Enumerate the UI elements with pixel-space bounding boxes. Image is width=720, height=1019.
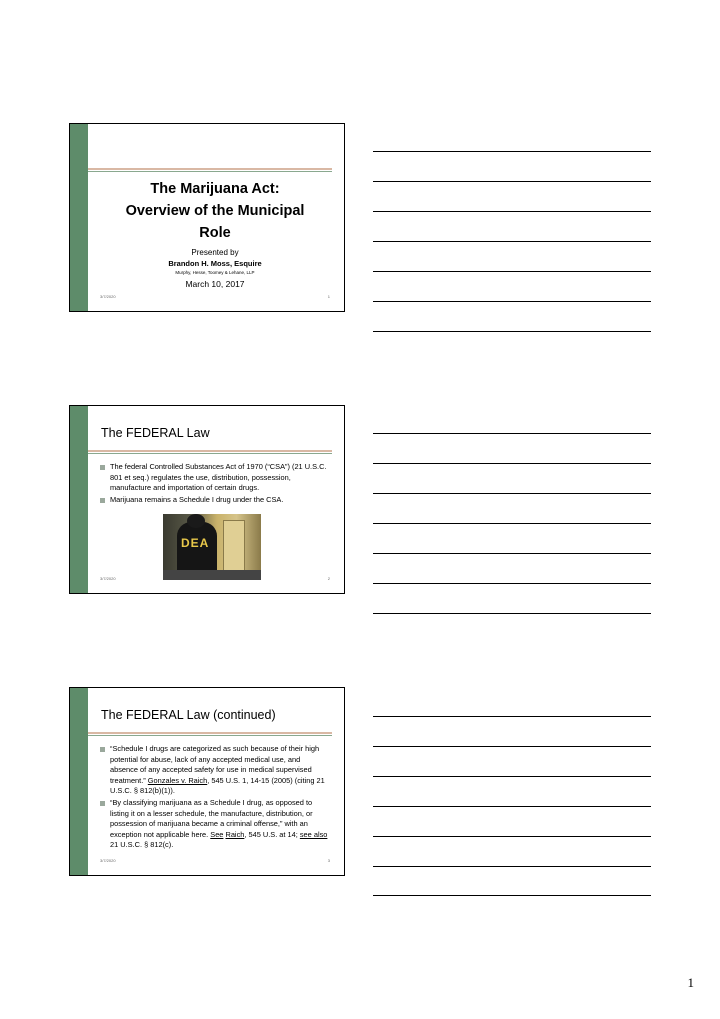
slide-title: The FEDERAL Law (continued)	[101, 708, 276, 722]
note-line	[373, 151, 651, 152]
note-line	[373, 746, 651, 747]
note-line	[373, 271, 651, 272]
page-number: 1	[687, 975, 694, 990]
citation-text: 21 U.S.C. § 812(c).	[110, 840, 174, 850]
citation-text: , 545 U.S. 1, 14-15 (2005) (citing 21 U.S.C. § 812(b)(1)).	[110, 775, 325, 796]
quote-text: “By classifying marijuana as a Schedule I drug, as opposed to listing it on a lesser schedule, the manufacture, distribution, or possession of marijuana became a criminal offense,” with an exception not applicable here.	[110, 797, 313, 839]
accent-bar	[70, 688, 88, 875]
title-rule	[88, 732, 332, 734]
slide-number: 3	[327, 858, 330, 863]
bullet-item: The federal Controlled Substances Act of 1970 (“CSA”) (21 U.S.C. 801 et seq.) regulates the use, distribution, possession, manufacture and importation of certain drugs.	[100, 462, 330, 494]
slide-title	[100, 178, 330, 244]
note-line	[373, 331, 651, 332]
note-line	[373, 613, 651, 614]
note-line	[373, 433, 651, 434]
note-line	[373, 301, 651, 302]
slide-2	[69, 405, 345, 594]
bullet-item	[100, 744, 330, 797]
note-line	[373, 806, 651, 807]
bullet-item: Marijuana remains a Schedule I drug under the CSA.	[100, 495, 330, 506]
note-line	[373, 463, 651, 464]
signal-see: See	[210, 829, 224, 839]
note-line	[373, 866, 651, 867]
title-line-3: Role	[199, 225, 231, 241]
footer-date: 3/7/2020	[100, 576, 116, 581]
footer-date: 3/7/2020	[100, 294, 116, 299]
title-rule-secondary	[88, 171, 332, 172]
accent-bar	[70, 406, 88, 593]
slide-3	[69, 687, 345, 876]
slide-title: The FEDERAL Law	[101, 426, 210, 440]
note-line	[373, 181, 651, 182]
bullet-list	[100, 462, 330, 506]
note-line	[373, 776, 651, 777]
photo-agent-head	[187, 514, 205, 528]
bullet-item	[100, 798, 330, 851]
note-line	[373, 553, 651, 554]
note-line	[373, 583, 651, 584]
note-line	[373, 211, 651, 212]
slide-number: 2	[327, 576, 330, 581]
note-line	[373, 895, 651, 896]
slide-1	[69, 123, 345, 312]
title-rule	[88, 168, 332, 170]
title-rule	[88, 450, 332, 452]
title-line-1: The Marijuana Act:	[150, 181, 280, 197]
footer-date: 3/7/2020	[100, 858, 116, 863]
note-line	[373, 523, 651, 524]
presentation-date: March 10, 2017	[185, 279, 245, 289]
presenter-name: Brandon H. Moss, Esquire	[168, 259, 262, 268]
case-citation: Gonzales v. Raich	[147, 775, 208, 785]
note-line	[373, 716, 651, 717]
title-line-2: Overview of the Municipal	[125, 203, 305, 219]
title-rule-secondary	[88, 453, 332, 454]
presented-by: Presented by	[191, 248, 239, 257]
slide-number: 1	[327, 294, 330, 299]
case-citation: Raich	[225, 829, 245, 839]
dea-agent-photo	[163, 514, 261, 580]
signal-see-also: see also	[299, 829, 328, 839]
title-rule-secondary	[88, 735, 332, 736]
dea-label: DEA	[181, 536, 210, 550]
firm-name: Murphy, Hesse, Toomey & Lehane, LLP	[175, 270, 255, 275]
note-line	[373, 493, 651, 494]
citation-text: , 545 U.S. at 14;	[244, 829, 300, 839]
note-line	[373, 241, 651, 242]
accent-bar	[70, 124, 88, 311]
photo-floor	[163, 570, 261, 580]
quote-text: “Schedule I drugs are categorized as such because of their high potential for abuse, lack of any accepted medical use, and absence of any accepted safety for use in medical supervised treatment.”	[110, 744, 320, 785]
bullet-list	[100, 744, 330, 852]
note-line	[373, 836, 651, 837]
photo-door	[223, 520, 245, 572]
